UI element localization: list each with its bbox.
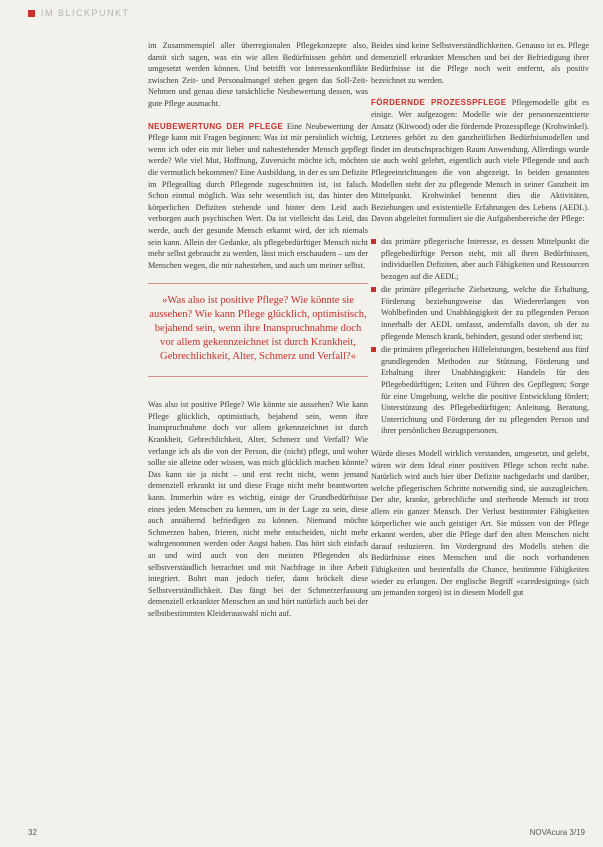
left-column [148,40,368,631]
section-marker [28,10,35,17]
paragraph: Beides sind keine Selbstverständlichkeiten. Genauso ist es. Pflege demenziell erkrankter Menschen und bei der Befriedigung ihrer Bedürfnisse ist die Pflege noch weit entfernt, als positiv bezeichnet zu werden. [371,41,589,85]
paragraph: im Zusammenspiel aller überregionalen Pflegekonzepte also, damit sich sagen, was ein wie allen Bedürfnissen gehört und umgesetzt werden können. Und betrifft vor Interessenkonflikte zwischen Zeit- und Personalmangel stehen gegen das Soll-Zeit-Nehmen und genau diese tatsächliche Neubewertung dessen, was gute Pflege ausmacht. [148,41,368,108]
paragraph [148,121,368,272]
subheading: FÖRDERNDE PROZESSPFLEGE [371,98,507,108]
magazine-issue: NOVAcura 3/19 [529,828,585,837]
pull-quote: »Was also ist positive Pflege? Wie könnte sie aussehen? Wie kann Pflege glücklich, optimistisch, bejahend sein, wenn ihre Inanspruchnahme doch vor allem gekennzeichnet ist durch Krankheit, Gebrechlichkeit, Alter, Schmerz und Verfall?« [148,283,368,377]
section-header [28,8,130,18]
section-label: IM BLICKPUNKT [41,8,130,18]
list-item: die primären pflegerischen Hilfeleistungen, bestehend aus fünf grundlegenden Methoden zur Stützung, Förderung und Erhaltung ihrer Unabhängigkeit: Handeln für den Pflegebedürftigen; Leiten und Führen des Gepflegten; Sorge für eine Umgebung, welche die positive Entwicklung fördert; Unterstützung des Pflegebedürftigen; Anleitung, Beratung, Unterrichtung und Förderung der zu pflegenden Person und ihrer persönlichen Bezugspersonen. [371,344,589,437]
paragraph [371,97,589,225]
subheading: NEUBEWERTUNG DER PFLEGE [148,121,284,131]
right-column [371,40,589,610]
bullet-list [371,236,589,437]
list-item: die primäre pflegerische Zielsetzung, welche die Erhaltung, Förderung beziehungsweise das Wiedererlangen von Wohlbefinden und Unabhängigkeit der zu pflegenden Person innerhalb der AEDL umfasst, andernfalls davon, ob der zu pflegende Mensch krank, behindert, gesund oder sterbend ist; [371,284,589,342]
paragraph-text: Eine Neubewertung der Pflege kann mit Fragen beginnen: Was ist mir persönlich wichtig, wenn ich oder ein mir lieber und nahestehender Mensch gepflegt werde? Wie viel Mut, Hoffnung, Zuversicht möchte ich, möchten die vermutlich bekommen? Eine Ausbildung, in der es um Defizite im Pflegealltag durch Pflegende zugeschnitten ist, ist falsch. Schon einmal möglich. Was sehr wesentlich ist, das hinter den körperlichen Defiziten stehende und hinter dem Leid auch verborgen auch psychischen Wert. Da ist vielleicht das Leid, das werde, auch der gesunde Mensch erkannt wird, der ich niemals sein kann. Allein der Gedanke, als pflegebedürftiger Mensch nicht mehr selbst gebraucht zu werden, lässt mich erschaudern – um der Menschen wegen, die mir nahestehen, und auch um meiner selbst. [148,121,368,270]
paragraph: Würde dieses Modell wirklich verstanden, umgesetzt, und gelebt, wären wir dem Ideal einer positiven Pflege schon recht nahe. Natürlich wird auch hier über Defizite nachgedacht und darüber, welche pflegerischen Schritte notwendig sind, sie auszugleichen. Der alte, kranke, gebrechliche und sterbende Mensch ist trotz allem ein ganzer Mensch. Der Verlust bestimmter Fähigkeiten körperlicher wie auch geistiger Art. Sie müssen von der Pflege erkannt werden, aber die Pflege darf den alten Menschen nicht darauf reduzieren. Im Vordergrund des Modells stehen die Bedürfnisse eines Menschen und die noch vorhandenen Fähigkeiten und bestenfalls die Chance, bestimmte Fähigkeiten wieder zu erlangen. Der englische Begriff »caredesigning« (sich um jemanden sorgen) ist in diesem Modell gut [371,449,589,598]
page-number: 32 [28,828,37,837]
list-item: das primäre pflegerische Interesse, es dessen Mittelpunkt die pflegebedürftige Person steht, mit all ihren Bedürfnissen, individuellen Defiziten, aber auch Fähigkeiten und Ressourcen bezogen auf die AEDL; [371,236,589,282]
paragraph-text: Pflegemodelle gibt es einige. Wer aufgezogen: Modelle wie der personenzentrierte Ansatz (Kitwood) oder die fördernde Prozesspflege (Krohwinkel). Letzteres gehört zu den ganzheitlichen Bedürfnismodellen und findet im deutschsprachigen Raum Anwendung. Allerdings wurde sie auch wohl gelehrt, eigentlich auch viele Pflegende und auch Pflegeeinrichtungen die von abgezeigt. In beiden genannten Modellen steht der zu pflegende Mensch in seiner Ganzheit im Mittelpunkt. Krohwinkel benennt dies die Aktivitäten, Beziehungen und existentielle Erfahrungen des Lebens (AEDL). Davon abgeleitet formuliert sie die Aufgabenbereiche der Pflege: [371,98,589,224]
paragraph: Was also ist positive Pflege? Wie könnte sie aussehen? Wie kann Pflege glücklich, optimistisch, bejahend sein, wenn ihre Inanspruchnahme doch vor allem gekennzeichnet ist durch Krankheit, Gebrechlichkeit, Alter, Schmerz und Verfall? Wie verlange ich als die von der Person, die (nicht) pflegt, und woher sollte sie alleine oder wissen, was mich glücklich machen könnte? Das kann sie ja nicht – und erst recht nicht, wenn jemand demenziell erkrankt ist und diese Frage nicht mehr beantworten kann. Immerhin wäre es wichtig, einige der Grundbedürfnisse eines jeden Menschen zu kennen, um in der Lage zu sein, diese auch annähernd befriedigen zu können. Niemand möchte Schmerzen haben, frieren, nicht mehr entscheiden, nicht mehr wahrgenommen werden oder Angst haben. Das hört sich einfach an und wird auch von den meisten Pflegenden als selbstverständlich betrachtet und mit Nachfrage in ihre Arbeit integriert. Bohrt man jedoch tiefer, dann bröckelt diese Selbstverständlichkeit. Das fängt bei der Schmerzerfassung demenziell erkrankter Menschen an und hört natürlich auch bei der selbstbestimmten Kleiderauswahl nicht auf. [148,400,368,618]
